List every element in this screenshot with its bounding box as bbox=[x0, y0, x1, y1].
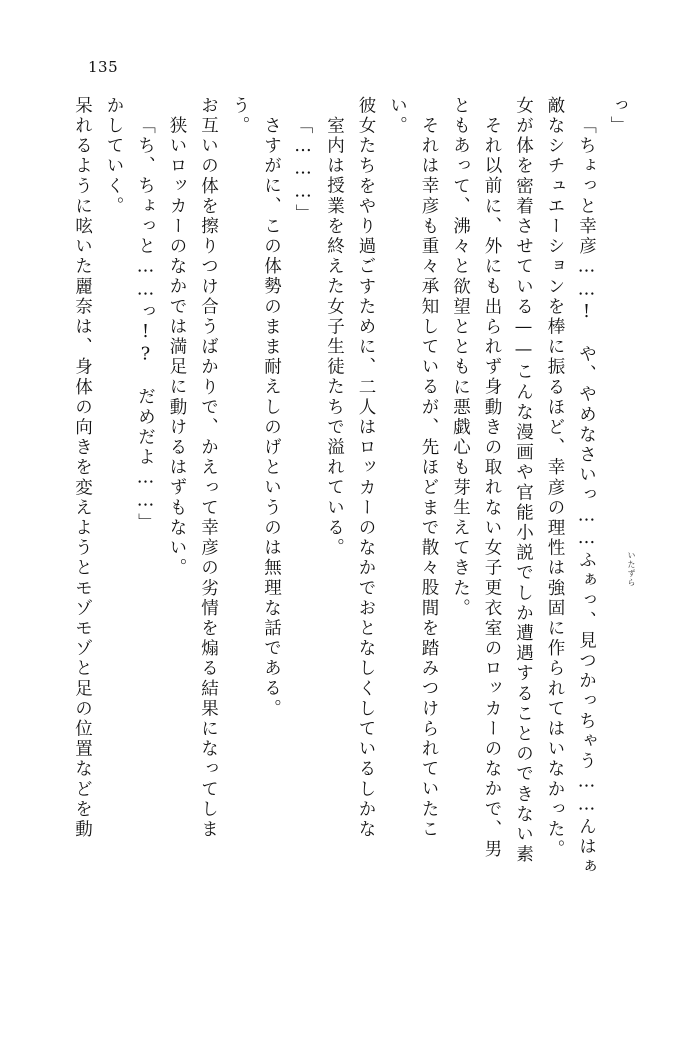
text-column: 女が体を密着させている——こんな漫画や官能小説でしか遭遇することのできない素 bbox=[513, 96, 534, 865]
page-number: 135 bbox=[88, 58, 119, 76]
text-column: 室内は授業を終えた女子生徒たちで溢れている。 bbox=[324, 116, 345, 559]
text-column: 「………」 bbox=[293, 116, 313, 224]
text-column: っ」 bbox=[608, 96, 628, 137]
text-column: お互いの体を擦りつけ合うばかりで、かえって幸彦の劣情を煽る結果になってしま bbox=[198, 96, 219, 840]
text-column: それ以前に、外にも出られず身動きの取れない女子更衣室のロッカーのなかで、男 bbox=[482, 116, 502, 860]
text-column: 「ちょっと幸彦……! や、やめなさいっ……ふぁっ、見つかっちゃう……んはぁ bbox=[576, 116, 597, 878]
text-column: それは幸彦も重々承知しているが、先ほどまで散々股間を踏みつけられていたこ bbox=[419, 116, 439, 840]
text-column: 狭いロッカーのなかでは満足に動けるはずもない。 bbox=[167, 116, 187, 579]
ruby-annotation: いたずら bbox=[627, 551, 636, 587]
text-column: かしていく。 bbox=[104, 96, 124, 217]
text-column: さすがに、この体勢のまま耐えしのげというのは無理な話である。 bbox=[261, 116, 282, 719]
text-column: ともあって、沸々と欲望とともに悪戯心も芽生えてきた。 いたずら bbox=[450, 96, 636, 619]
text-column: 敵なシチュエーションを棒に振るほど、幸彦の理性は強固に作られてはいなかった。 bbox=[545, 96, 565, 860]
text-column: い。 bbox=[387, 96, 408, 137]
text-column: 呆れるように呟いた麗奈は、身体の向きを変えようとモゾモゾと足の位置などを動 bbox=[72, 96, 93, 840]
text-column: 彼女たちをやり過ごすために、二人はロッカーのなかでおとなしくしているしかな bbox=[356, 96, 376, 840]
text-column: う。 bbox=[230, 96, 250, 137]
vertical-text-block bbox=[59, 96, 636, 976]
text-column: 「ち、ちょっと……っ!? だめだよ……」 bbox=[135, 116, 156, 533]
